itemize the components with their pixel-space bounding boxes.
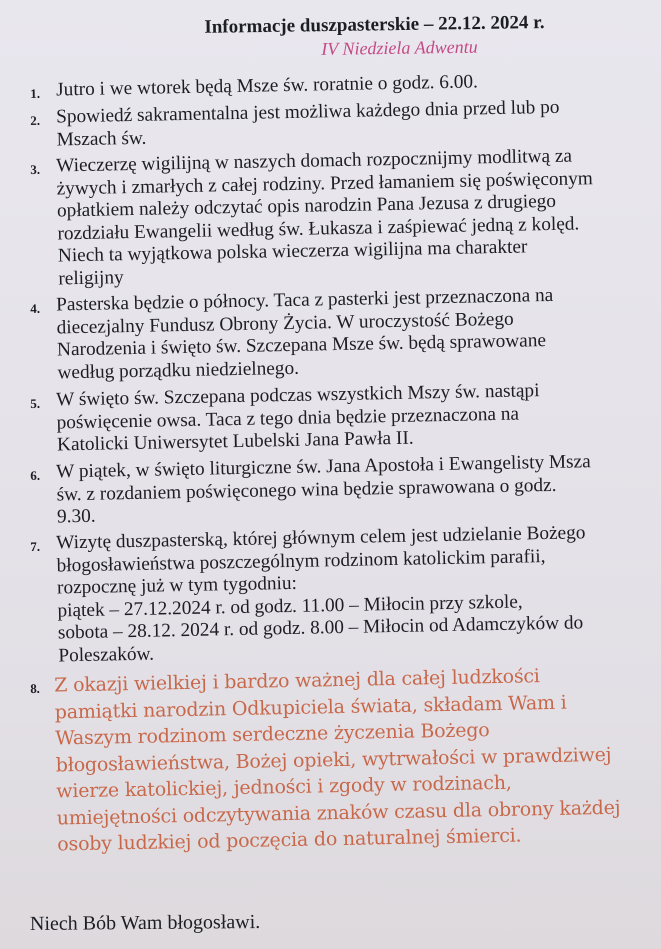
announcement-list	[28, 71, 631, 858]
item-line: Poleszaków.	[58, 643, 155, 667]
item-line: piątek – 27.12.2024 r. od godz. 11.00 – Miłocin przy szkole,	[57, 591, 523, 622]
item-number: 1.	[30, 85, 41, 101]
item-line: błogosławieństwa poszczególnym rodzinom katolickim parafii,	[56, 545, 546, 577]
item-line: religijny	[58, 266, 124, 290]
item-line: poświęcenie owsa. Taca z tego dnia będzie przeznaczona na	[56, 402, 520, 433]
item-line: Wizytę duszpasterską, której głównym celem jest udzielanie Bożego	[55, 522, 586, 554]
item-line: pamiątki narodzin Odkupiciela świata, składam Wam i	[54, 691, 567, 723]
item-line: 9.30.	[56, 505, 96, 528]
item-line: św. z rozdaniem poświęconego wina będzie sprawowana o godz.	[56, 473, 557, 505]
item-number: 8.	[30, 680, 40, 696]
item-number: 6.	[30, 467, 41, 483]
item-number: 3.	[30, 161, 41, 177]
page-title: Informacje duszpasterskie – 22.12. 2024 r.	[204, 12, 545, 38]
closing-blessing: Niech Bób Wam błogosławi.	[29, 910, 261, 936]
item-line: Mszach św.	[56, 126, 147, 150]
item-line: sobota – 28.12. 2024 r. od godz. 8.00 – Miłocin od Adamczyków do	[57, 613, 584, 645]
item-line: żywych i zmarłych z całej rodziny. Przed łamaniem się poświęconym	[56, 167, 594, 199]
item-line: Narodzenia i święto św. Szczepana Msze św. będą sprawowane	[56, 330, 547, 361]
item-line: Katolicki Uniwersytet Lubelski Jana Pawła II.	[56, 427, 414, 456]
item-line: opłatkiem należy odczytać opis narodzin Pana Jezusa z drugiego	[56, 190, 557, 222]
item-line: umiejętności odczytywania znaków czasu dla obrony każdej	[56, 795, 621, 829]
page-subtitle: IV Niedziela Adwentu	[321, 36, 478, 59]
item-line: rozdziału Ewangelii według św. Łukasza i zaśpiewać jedną z kolęd.	[57, 212, 580, 245]
item-line: diecezjalny Fundusz Obrony Życia. W uroczystość Bożego	[56, 308, 514, 339]
item-line: osoby ludzkiej od poczęcia do naturalnej śmierci.	[57, 824, 522, 856]
item-line: wierze katolickiej, jedności i zgody w rodzinach,	[56, 771, 512, 803]
item-number: 5.	[30, 395, 41, 411]
item-line: Waszym rodzinom serdeczne życzenia Bożego	[55, 718, 490, 750]
item-line: Niech ta wyjątkowa polska wieczerza wigilijna ma charakter	[57, 236, 528, 267]
item-line: W piątek, w święto liturgiczne św. Jana Apostoła i Ewangelisty Msza	[55, 450, 591, 482]
list-item	[28, 522, 633, 669]
list-item	[28, 144, 633, 291]
item-number: 4.	[30, 301, 41, 317]
item-line: Pasterska będzie o północy. Taca z pasterki jest przeznaczona na	[55, 285, 554, 316]
item-line: Z okazji wielkiej i bardzo ważnej dla całej ludzkości	[54, 665, 540, 697]
item-line: Spowiedź sakramentalna jest możliwa każdego dnia przed lub po	[55, 96, 560, 128]
item-number: 2.	[30, 112, 41, 128]
item-line: Wieczerzę wigilijną w naszych domach rozpocznijmy modlitwą za	[55, 145, 573, 177]
list-item	[28, 378, 632, 457]
item-line: według porządku niedzielnego.	[57, 357, 300, 384]
list-item	[28, 284, 633, 386]
list-item	[28, 95, 632, 152]
item-line: W święto św. Szczepana podczas wszystkich Mszy św. nastąpi	[55, 379, 540, 411]
item-line: rozpocznę już w tym tygodniu:	[56, 573, 298, 599]
item-number: 7.	[30, 539, 41, 555]
christmas-wishes-item	[28, 661, 634, 858]
list-item	[28, 450, 632, 529]
item-line: Jutro i we wtorek będą Msze św. roratnie o godz. 6.00.	[55, 71, 479, 101]
item-line: błogosławieństwa, Bożej opieki, wytrwałości w prawdziwej	[55, 743, 612, 776]
